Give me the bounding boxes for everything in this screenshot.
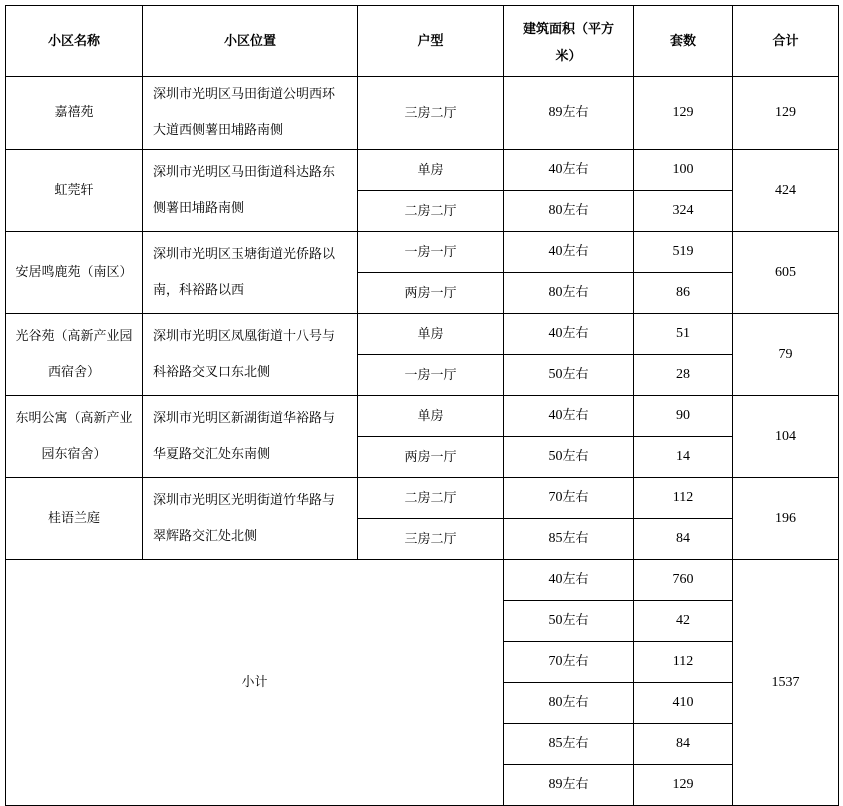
unit-count: 84	[634, 519, 733, 560]
unit-area	[504, 314, 634, 355]
unit-area-value: 40	[548, 162, 563, 177]
community-name: 东明公寓（高新产业园东宿舍）	[15, 410, 133, 462]
unit-area-suffix: 左右	[562, 408, 589, 423]
community-total: 79	[733, 314, 839, 396]
community-name: 虹莞轩	[54, 182, 94, 198]
unit-type: 一房一厅	[358, 232, 504, 273]
subtotal-area-suffix: 左右	[562, 736, 589, 751]
community-total: 424	[733, 150, 839, 232]
unit-area-suffix: 左右	[562, 162, 589, 177]
community-location: 深圳市光明区马田街道公明西环大道西侧薯田埔路南侧	[153, 87, 336, 138]
subtotal-area	[504, 724, 634, 765]
community-name: 桂语兰庭	[47, 510, 100, 526]
unit-type: 三房二厅	[358, 519, 504, 560]
header-area-line2: 米）	[555, 49, 582, 64]
unit-count: 519	[634, 232, 733, 273]
community-location: 深圳市光明区光明街道竹华路与翠辉路交汇处北侧	[153, 492, 336, 544]
subtotal-area-value: 85	[548, 736, 563, 751]
table-row	[6, 77, 839, 150]
unit-area-suffix: 左右	[562, 326, 589, 341]
unit-count: 129	[634, 77, 733, 150]
community-total: 129	[733, 77, 839, 150]
header-area	[504, 6, 634, 77]
community-total: 605	[733, 232, 839, 314]
community-location: 深圳市光明区玉塘街道光侨路以南，科裕路以西	[153, 246, 336, 298]
subtotal-count: 760	[634, 560, 733, 601]
community-location: 深圳市光明区马田街道科达路东侧薯田埔路南侧	[153, 164, 336, 216]
unit-area-suffix: 左右	[562, 449, 589, 464]
unit-area	[504, 437, 634, 478]
unit-area	[504, 396, 634, 437]
unit-area	[504, 150, 634, 191]
unit-area-suffix: 左右	[562, 105, 589, 120]
unit-type: 二房二厅	[358, 191, 504, 232]
community-name: 光谷苑（高新产业园西宿舍）	[15, 328, 133, 380]
unit-area-value: 50	[548, 367, 563, 382]
community-name-cell	[6, 232, 143, 314]
housing-table	[5, 5, 839, 806]
unit-area	[504, 191, 634, 232]
community-total: 104	[733, 396, 839, 478]
table-body	[6, 77, 839, 806]
table-row	[6, 232, 839, 273]
subtotal-total: 1537	[733, 560, 839, 806]
unit-area	[504, 273, 634, 314]
subtotal-area-value: 70	[548, 654, 563, 669]
unit-count: 28	[634, 355, 733, 396]
community-name: 嘉禧苑	[54, 105, 94, 120]
community-location-cell	[143, 232, 358, 314]
unit-area	[504, 519, 634, 560]
subtotal-area	[504, 765, 634, 806]
unit-count: 86	[634, 273, 733, 314]
community-location-cell	[143, 478, 358, 560]
unit-type: 单房	[358, 314, 504, 355]
unit-count: 100	[634, 150, 733, 191]
subtotal-area-value: 40	[548, 572, 563, 587]
subtotal-area-value: 50	[548, 613, 563, 628]
header-count: 套数	[634, 6, 733, 77]
unit-count: 112	[634, 478, 733, 519]
unit-type: 二房二厅	[358, 478, 504, 519]
community-total: 196	[733, 478, 839, 560]
subtotal-count: 84	[634, 724, 733, 765]
unit-area-suffix: 左右	[562, 367, 589, 382]
community-location-cell	[143, 396, 358, 478]
unit-area-suffix: 左右	[562, 531, 589, 546]
header-type: 户型	[358, 6, 504, 77]
unit-area-value: 70	[548, 490, 563, 505]
community-name-cell	[6, 314, 143, 396]
table-row	[6, 396, 839, 437]
subtotal-count: 129	[634, 765, 733, 806]
community-location-cell	[143, 77, 358, 150]
community-name-cell	[6, 396, 143, 478]
header-location: 小区位置	[143, 6, 358, 77]
unit-type: 两房一厅	[358, 437, 504, 478]
unit-type: 三房二厅	[358, 77, 504, 150]
unit-area-value: 80	[548, 203, 563, 218]
subtotal-area	[504, 560, 634, 601]
subtotal-area-value: 80	[548, 695, 563, 710]
unit-area-value: 40	[548, 326, 563, 341]
subtotal-area-value: 89	[548, 777, 563, 792]
unit-area-value: 85	[548, 531, 563, 546]
table-row	[6, 478, 839, 519]
subtotal-area-suffix: 左右	[562, 654, 589, 669]
unit-area-value: 50	[548, 449, 563, 464]
subtotal-area-suffix: 左右	[562, 695, 589, 710]
community-name-cell	[6, 478, 143, 560]
unit-type: 单房	[358, 150, 504, 191]
unit-count: 14	[634, 437, 733, 478]
community-name-cell	[6, 150, 143, 232]
unit-count: 324	[634, 191, 733, 232]
community-name: 安居鸣鹿苑（南区）	[15, 264, 133, 280]
unit-area-suffix: 左右	[562, 285, 589, 300]
table-row	[6, 314, 839, 355]
subtotal-area-suffix: 左右	[562, 777, 589, 792]
header-area-line1: 建筑面积（平方	[522, 22, 614, 37]
unit-area	[504, 355, 634, 396]
community-location-cell	[143, 150, 358, 232]
unit-area-value: 40	[548, 408, 563, 423]
subtotal-label: 小计	[6, 560, 504, 806]
subtotal-area-suffix: 左右	[562, 572, 589, 587]
community-location: 深圳市光明区新湖街道华裕路与华夏路交汇处东南侧	[153, 410, 336, 462]
unit-area-value: 89	[548, 105, 563, 120]
community-name-cell	[6, 77, 143, 150]
subtotal-area	[504, 601, 634, 642]
subtotal-area	[504, 642, 634, 683]
subtotal-area	[504, 683, 634, 724]
unit-area-value: 40	[548, 244, 563, 259]
unit-type: 单房	[358, 396, 504, 437]
community-location-cell	[143, 314, 358, 396]
unit-area-value: 80	[548, 285, 563, 300]
unit-count: 51	[634, 314, 733, 355]
header-name: 小区名称	[6, 6, 143, 77]
subtotal-count: 410	[634, 683, 733, 724]
unit-area	[504, 478, 634, 519]
subtotal-area-suffix: 左右	[562, 613, 589, 628]
unit-area-suffix: 左右	[562, 203, 589, 218]
unit-type: 两房一厅	[358, 273, 504, 314]
unit-count: 90	[634, 396, 733, 437]
unit-area-suffix: 左右	[562, 244, 589, 259]
unit-area	[504, 77, 634, 150]
unit-area	[504, 232, 634, 273]
subtotal-row	[6, 560, 839, 601]
unit-type: 一房一厅	[358, 355, 504, 396]
subtotal-count: 112	[634, 642, 733, 683]
table-row	[6, 150, 839, 191]
header-row	[6, 6, 839, 77]
subtotal-count: 42	[634, 601, 733, 642]
unit-area-suffix: 左右	[562, 490, 589, 505]
community-location: 深圳市光明区凤凰街道十八号与科裕路交叉口东北侧	[153, 328, 336, 380]
header-total: 合计	[733, 6, 839, 77]
